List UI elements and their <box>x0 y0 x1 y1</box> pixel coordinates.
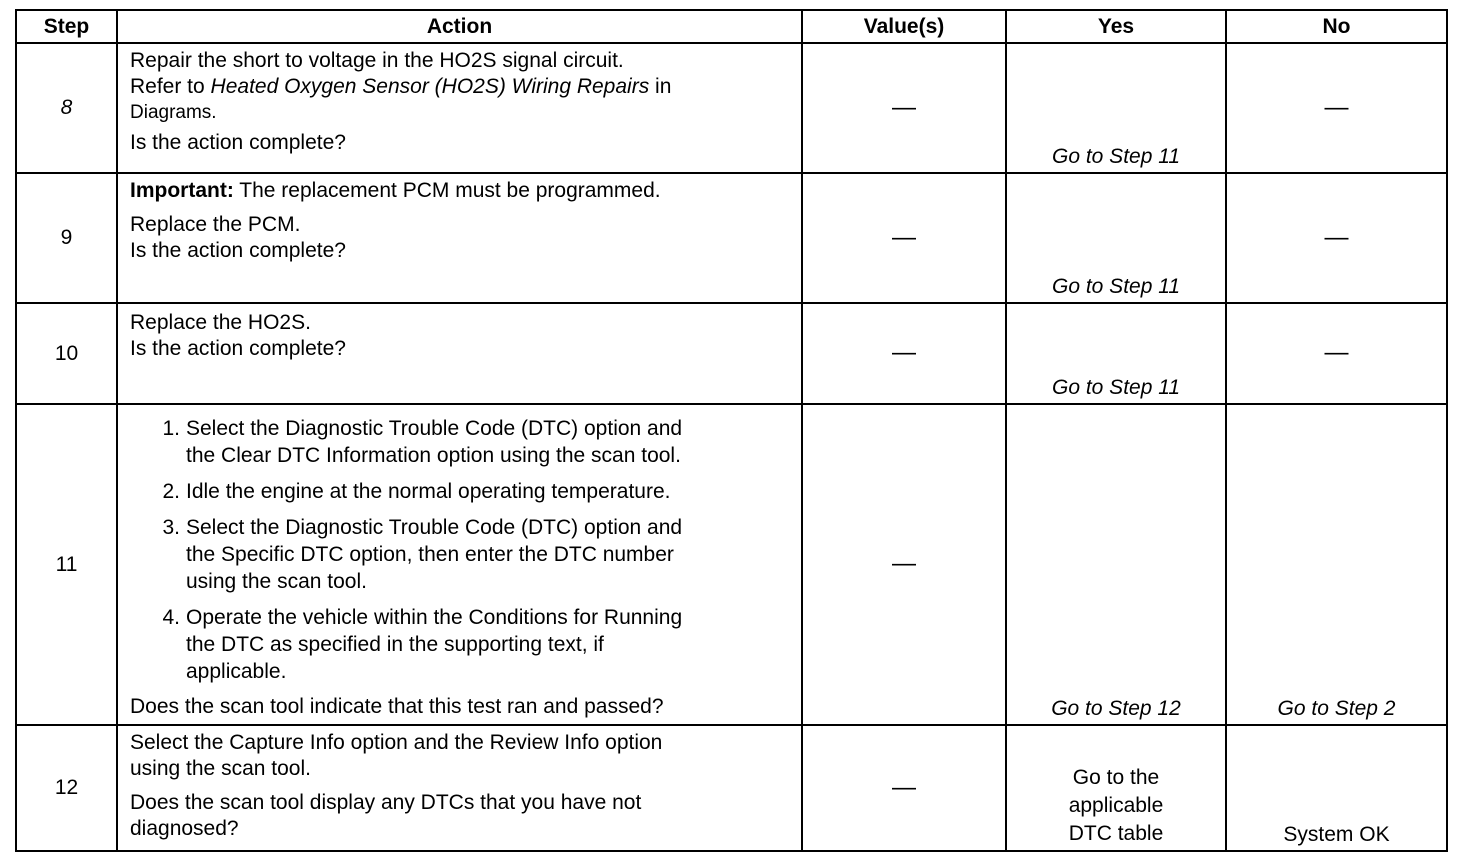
diagnostic-table <box>15 9 1448 852</box>
action-text: Repair the short to voltage in the HO2S signal circuit. <box>130 49 624 72</box>
value-dash: — <box>892 93 916 121</box>
step-number: 11 <box>16 404 117 725</box>
step-number: 9 <box>16 173 117 303</box>
value-cell <box>802 43 1006 173</box>
table-row <box>16 303 1447 404</box>
no-cell <box>1226 173 1447 303</box>
yes-goto: Go to Step 11 <box>1051 376 1181 399</box>
table-row <box>16 173 1447 303</box>
action-question: Is the action complete? <box>130 239 346 262</box>
table-row <box>16 725 1447 851</box>
no-cell <box>1226 404 1447 725</box>
yes-goto: Go to Step 11 <box>1051 145 1181 168</box>
no-goto: Go to Step 2 <box>1277 697 1396 720</box>
action-question: Is the action complete? <box>130 337 346 360</box>
substep-number: 2. <box>162 480 180 503</box>
yes-cell <box>1006 173 1226 303</box>
action-question: Is the action complete? <box>130 131 346 154</box>
step-number: 12 <box>16 725 117 851</box>
no-cell <box>1226 725 1447 851</box>
action-cell <box>117 173 802 303</box>
action-text: Replace the PCM. <box>130 213 301 236</box>
substep-item: 2. Idle the engine at the normal operating temperature. <box>186 478 791 505</box>
value-dash: — <box>892 339 916 366</box>
no-result: System OK <box>1283 823 1390 846</box>
table-row <box>16 43 1447 173</box>
value-dash: — <box>892 550 916 577</box>
step-number: 8 <box>16 43 117 173</box>
substep-list <box>130 415 791 685</box>
yes-cell <box>1006 303 1226 404</box>
yes-cell <box>1006 43 1226 173</box>
step-number: 10 <box>16 303 117 404</box>
action-text: Diagrams. <box>130 102 217 123</box>
yes-cell <box>1006 725 1226 851</box>
no-cell <box>1226 303 1447 404</box>
no-dash: — <box>1324 339 1349 366</box>
no-dash: — <box>1324 93 1349 121</box>
action-text: Select the Capture Info option and the Review Info option using the scan tool. <box>130 731 663 780</box>
action-cell <box>117 303 802 404</box>
header-values: Value(s) <box>802 10 1006 43</box>
substep-item: 4. Operate the vehicle within the Conditions for Running the DTC as specified in the supporting text, if applicable. <box>186 604 791 685</box>
substep-number: 4. <box>162 606 180 629</box>
action-text: Refer to Heated Oxygen Sensor (HO2S) Wiring Repairs in <box>130 75 672 98</box>
value-cell <box>802 725 1006 851</box>
action-text: Replace the HO2S. <box>130 311 311 334</box>
table-row <box>16 404 1447 725</box>
yes-result: Go to the applicable DTC table <box>1068 766 1164 845</box>
value-cell <box>802 173 1006 303</box>
substep-item: 1. Select the Diagnostic Trouble Code (DTC) option and the Clear DTC Information option using the scan tool. <box>186 415 791 469</box>
action-question: Does the scan tool indicate that this test ran and passed? <box>130 695 664 718</box>
value-dash: — <box>892 773 916 801</box>
yes-goto: Go to Step 11 <box>1051 275 1181 298</box>
no-dash: — <box>1324 223 1349 251</box>
action-cell <box>117 43 802 173</box>
value-cell <box>802 404 1006 725</box>
value-dash: — <box>892 223 916 251</box>
header-action: Action <box>117 10 802 43</box>
yes-cell <box>1006 404 1226 725</box>
substep-item: 3. Select the Diagnostic Trouble Code (DTC) option and the Specific DTC option, then enter the DTC number using the scan tool. <box>186 514 791 595</box>
header-no: No <box>1226 10 1447 43</box>
substep-number: 1. <box>162 417 180 440</box>
important-note: Important: The replacement PCM must be programmed. <box>130 179 661 202</box>
header-yes: Yes <box>1006 10 1226 43</box>
action-cell <box>117 404 802 725</box>
reference-link: Heated Oxygen Sensor (HO2S) Wiring Repairs <box>210 75 650 98</box>
action-cell <box>117 725 802 851</box>
action-question: Does the scan tool display any DTCs that you have not diagnosed? <box>130 791 642 840</box>
yes-goto: Go to Step 12 <box>1051 697 1181 720</box>
header-row <box>16 10 1447 43</box>
no-cell <box>1226 43 1447 173</box>
header-step: Step <box>16 10 117 43</box>
substep-number: 3. <box>162 516 180 539</box>
important-label: Important: <box>130 179 234 202</box>
value-cell <box>802 303 1006 404</box>
